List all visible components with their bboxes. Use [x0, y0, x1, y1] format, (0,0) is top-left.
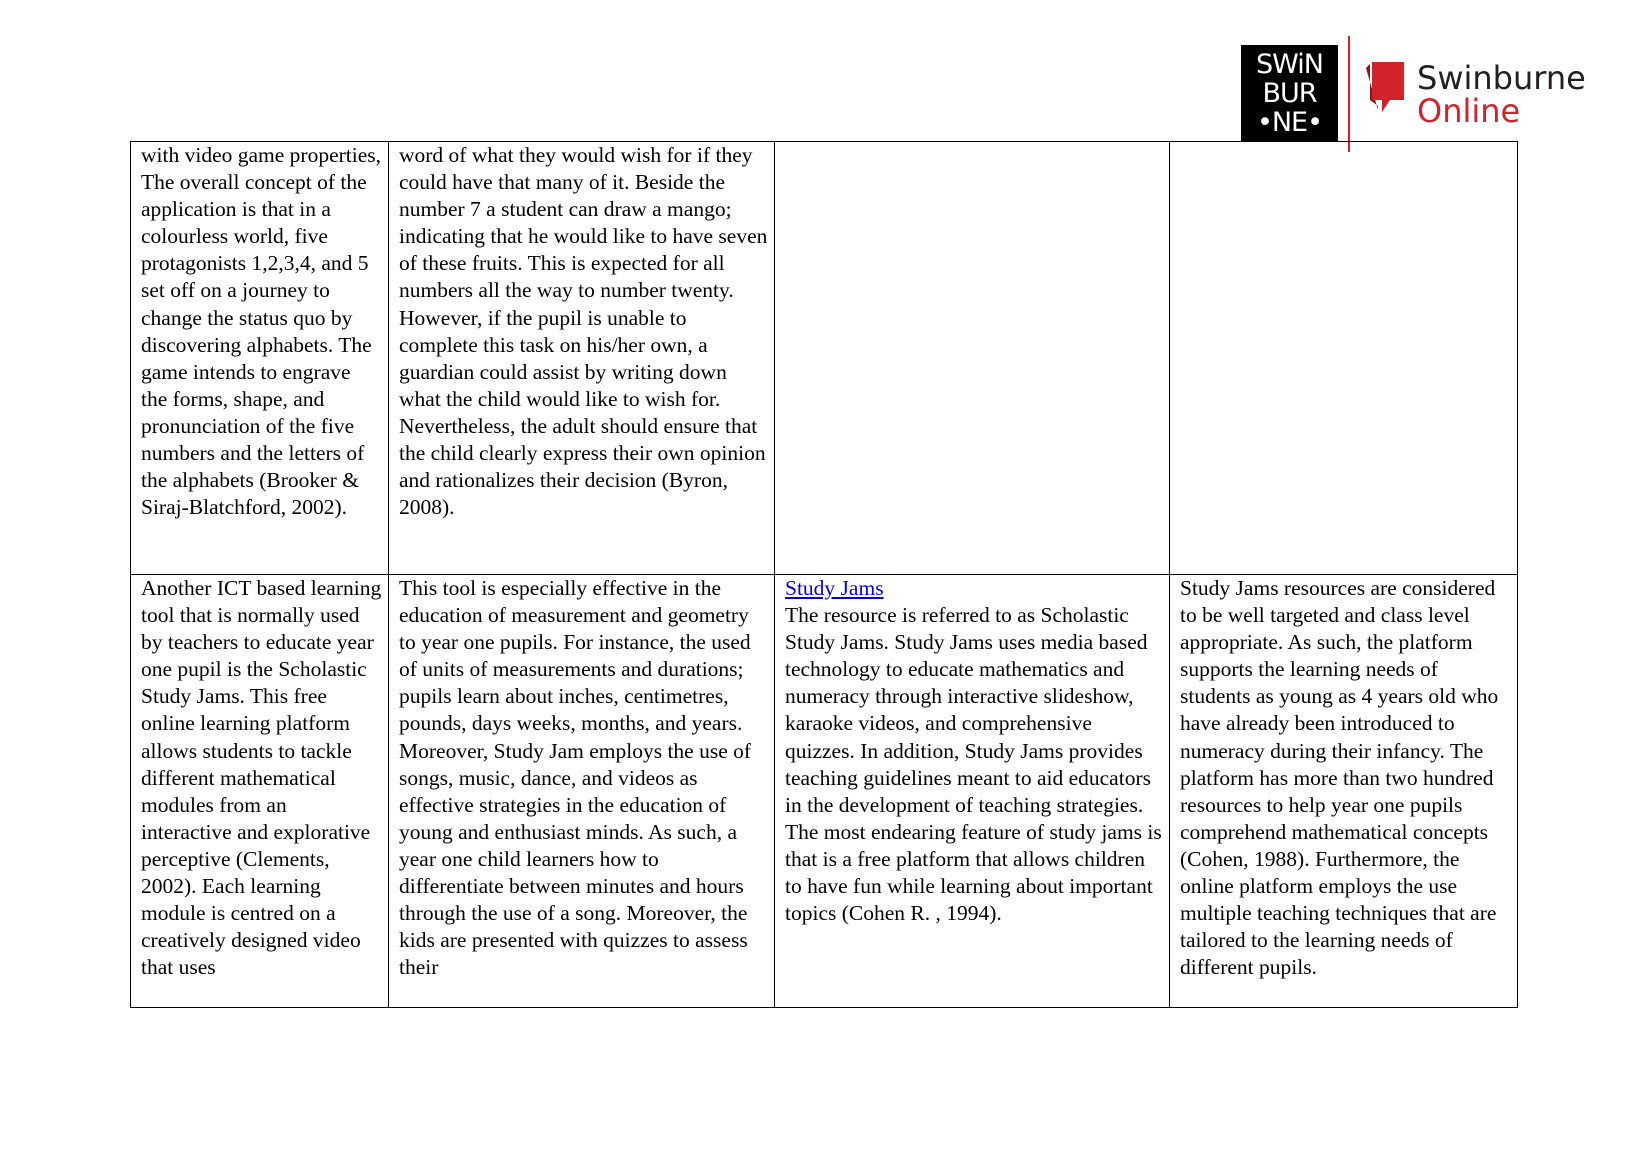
table-cell: [775, 142, 1170, 575]
table-cell: This tool is especially effective in the education of measurement and geometry to year one pupils. For instance, the used of units of measurements and durations; pupils learn about inches, centimetres, pounds, days weeks, months, and years. Moreover, Study Jam employs the use of songs, music, dance, and videos as effective strategies in the education of young and enthusiast minds. As such, a year one child learners how to differentiate between minutes and hours through the use of a song. Moreover, the kids are presented with quizzes to assess their: [389, 575, 775, 1008]
table-cell: [775, 575, 1170, 1008]
document-table: [130, 141, 1518, 1008]
logo-wordmark: [1417, 59, 1586, 130]
logo-block-line: BUR: [1262, 78, 1317, 109]
table-row: [131, 575, 1518, 1008]
logo-divider: [1348, 36, 1350, 152]
table-cell: [1170, 142, 1518, 575]
table-cell: with video game properties, The overall concept of the application is that in a colourless world, five protagonists 1,2,3,4, and 5 set off on a journey to change the status quo by discovering alphabets. The game intends to engrave the forms, shape, and pronunciation of the five numbers and the letters of the alphabets (Brooker & Siraj-Blatchford, 2002).: [131, 142, 389, 575]
table-row: [131, 142, 1518, 575]
table-cell: word of what they would wish for if they could have that many of it. Beside the number 7 a student can draw a mango; indicating that he would like to have seven of these fruits. This is expected for all numbers all the way to number twenty. However, if the pupil is unable to complete this task on his/her own, a guardian could assist by writing down what the child would like to wish for. Nevertheless, the adult should ensure that the child clearly express their own opinion and rationalizes their decision (Byron, 2008).: [389, 142, 775, 575]
table-cell: Study Jams resources are considered to be well targeted and class level appropriate. As such, the platform supports the learning needs of students as young as 4 years old who have already been introduced to numeracy during their infancy. The platform has more than two hundred resources to help year one pupils comprehend mathematical concepts (Cohen, 1988). Furthermore, the online platform employs the use multiple teaching techniques that are tailored to the learning needs of different pupils.: [1170, 575, 1518, 1008]
logo-line-1: Swinburne: [1417, 59, 1586, 97]
logo-bookmark-icon: [1364, 60, 1406, 114]
logo-block-line: SWiN: [1256, 49, 1323, 80]
logo-line-2: Online: [1417, 92, 1521, 130]
table-cell: Another ICT based learning tool that is normally used by teachers to educate year one pupil is the Scholastic Study Jams. This free online learning platform allows students to tackle different mathematical modules from an interactive and explorative perceptive (Clements, 2002). Each learning module is centred on a creatively designed video that uses: [131, 575, 389, 1008]
study-jams-link[interactable]: Study Jams: [785, 576, 884, 600]
swinburne-logo-block: [1241, 45, 1338, 142]
logo-block-line: •NE•: [1256, 107, 1323, 138]
swinburne-logo: [1241, 36, 1586, 154]
cell-text: The resource is referred to as Scholastic Study Jams. Study Jams uses media based technology to educate mathematics and numeracy through interactive slideshow, karaoke videos, and comprehensive quizzes. In addition, Study Jams provides teaching guidelines meant to aid educators in the development of teaching strategies. The most endearing feature of study jams is that is a free platform that allows children to have fun while learning about important topics (Cohen R. , 1994).: [785, 603, 1162, 926]
